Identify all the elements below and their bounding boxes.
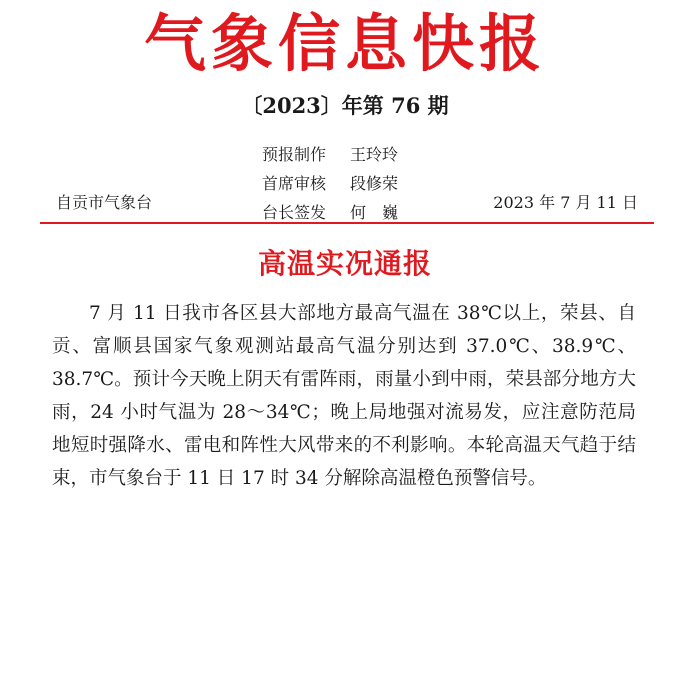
staff-name: 何 巍 (350, 203, 399, 222)
masthead-title: 气象信息快报 (143, 7, 546, 80)
staff-role-label: 台长签发 (262, 203, 327, 222)
staff-name: 段修荣 (350, 174, 399, 193)
staff-row-reviewer (262, 169, 398, 198)
issue-date: 2023 年 7 月 11 日 (493, 193, 638, 212)
article-title: 高温实况通报 (257, 247, 432, 280)
issuing-organization: 自贡市气象台 (56, 193, 153, 212)
staff-block (262, 140, 398, 227)
staff-row-forecaster (262, 140, 398, 169)
issue-number: 〔2023〕年第 76 期 (241, 93, 449, 118)
header-divider (40, 222, 654, 224)
article-body: 7 月 11 日我市各区县大部地方最高气温在 38℃以上，荣县、自贡、富顺县国家气象观测站最高气温分别达到 37.0℃、38.9℃、38.7℃。预计今天晚上阴天有雷阵雨，雨量小到中雨，荣县部分地方大雨，24 小时气温为 28～34℃；晚上局地强对流易发，应注意防范局地短时强降水、雷电和阵性大风带来的不利影响。本轮高温天气趋于结束，市气象台于 11 日 17 时 34 分解除高温橙色预警信号。 (52, 303, 636, 489)
staff-role-label: 首席审核 (262, 174, 327, 193)
staff-name: 王玲玲 (350, 145, 399, 164)
staff-role-label: 预报制作 (262, 145, 327, 164)
